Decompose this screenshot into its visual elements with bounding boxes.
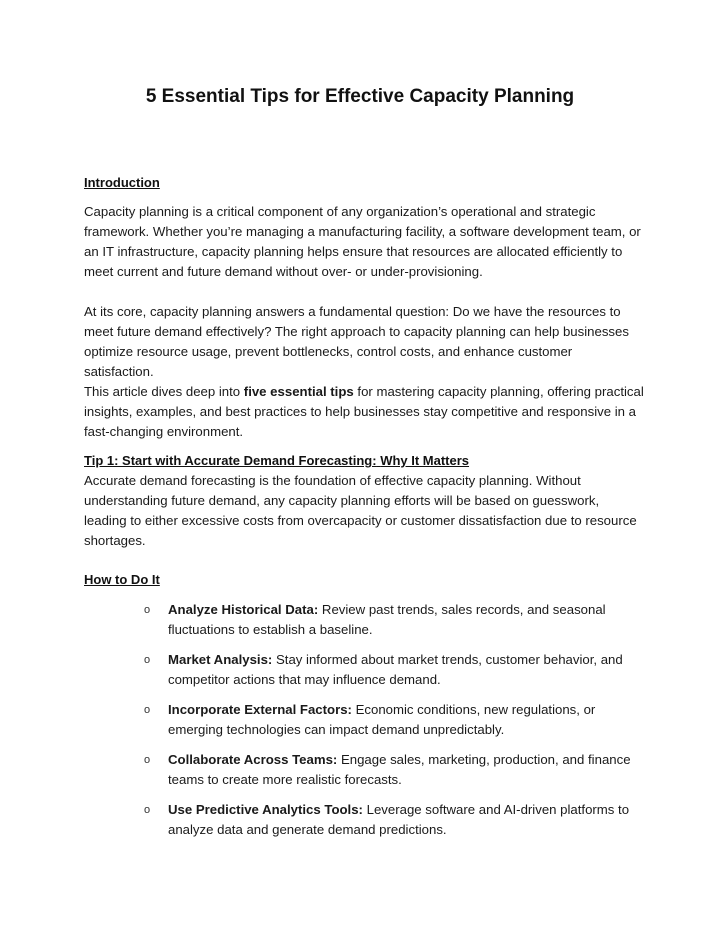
introduction-heading: Introduction [84, 175, 160, 190]
list-item-label: Incorporate External Factors: [168, 702, 352, 717]
list-item-text: Stay informed about market trends, customer behavior, and competitor actions that may influence demand. [168, 652, 623, 687]
list-item-text: Economic conditions, new regulations, or emerging technologies can impact demand unpredictably. [168, 702, 596, 737]
intro-paragraph-3-end: for mastering capacity planning, offering practical insights, examples, and best practices to help businesses stay competitive and responsive in a fast-changing environment. [84, 384, 644, 439]
bullet-icon: o [144, 604, 151, 616]
list-item [144, 700, 644, 740]
intro-paragraph-3 [84, 382, 644, 442]
list-item-text: Engage sales, marketing, production, and finance teams to create more realistic forecasts. [168, 752, 631, 787]
how-to-heading: How to Do It [84, 572, 160, 587]
bullet-icon: o [144, 754, 151, 766]
tip1-body: Accurate demand forecasting is the foundation of effective capacity planning. Without understanding future demand, any capacity planning efforts will be based on guesswork, leading to either excessive costs from overcapacity or customer dissatisfaction due to resource shortages. [84, 473, 637, 548]
intro-paragraph-1: Capacity planning is a critical component of any organization’s operational and strategic framework. Whether you’re managing a manufacturing facility, a software development team, or an IT infrastructure, capacity planning helps ensure that resources are allocated efficiently to meet current and future demand without over- or under-provisioning. [84, 204, 641, 279]
tip1-heading-sub: Why It Matters [380, 453, 470, 468]
list-item-label: Analyze Historical Data: [168, 602, 319, 617]
list-item [144, 800, 644, 840]
tip1-heading [84, 453, 469, 468]
list-item-text: Leverage software and AI-driven platforms to analyze data and generate demand predictions. [168, 802, 630, 837]
list-item-label: Collaborate Across Teams: [168, 752, 338, 767]
how-to-list [144, 600, 644, 850]
five-essential-tips-emphasis: five essential tips [243, 384, 354, 399]
list-item-text: Review past trends, sales records, and seasonal fluctuations to establish a baseline. [168, 602, 606, 637]
list-item [144, 650, 644, 690]
intro-paragraph-2: At its core, capacity planning answers a fundamental question: Do we have the resources to meet future demand effectively? The right approach to capacity planning can help businesses optimize resource usage, prevent bottlenecks, control costs, and enhance customer satisfaction. [84, 304, 629, 379]
document-title: 5 Essential Tips for Effective Capacity Planning [145, 86, 575, 107]
list-item [144, 750, 644, 790]
list-item-label: Use Predictive Analytics Tools: [168, 802, 363, 817]
list-item [144, 600, 644, 640]
list-item-label: Market Analysis: [168, 652, 273, 667]
tip1-heading-main: Tip 1: Start with Accurate Demand Forecasting: [84, 453, 377, 468]
intro-paragraph-3-start: This article dives deep into [84, 384, 244, 399]
bullet-icon: o [144, 654, 151, 666]
bullet-icon: o [144, 704, 151, 716]
bullet-icon: o [144, 804, 151, 816]
